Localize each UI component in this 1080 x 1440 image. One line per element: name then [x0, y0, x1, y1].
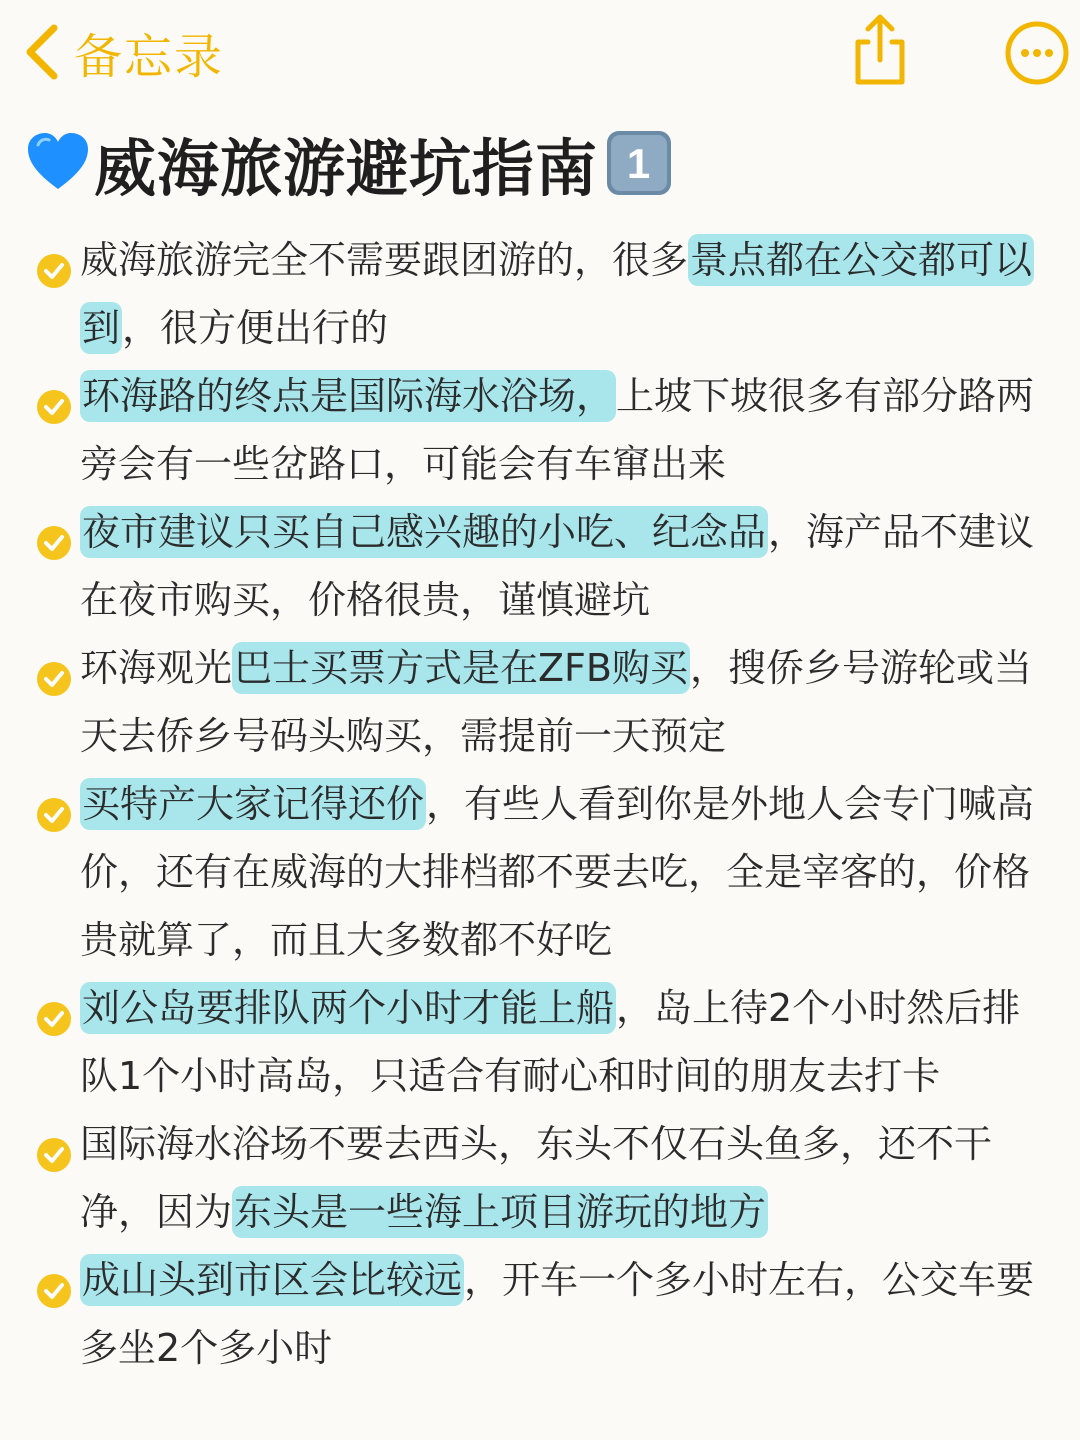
item-highlight: 成山头到市区会比较远: [80, 1254, 464, 1306]
item-text: ，搜侨乡号游轮或当天去侨乡号码头购买，需提前一天预定: [80, 646, 1032, 758]
note-title: 威海旅游避坑指南: [94, 131, 599, 205]
check-icon: [36, 650, 72, 686]
item-text: 上坡下坡很多有部分路两旁会有一些岔路口，可能会有车窜出来: [80, 374, 1035, 486]
item-highlight: 环海路的终点是国际海水浴场，: [80, 370, 616, 422]
item-text: 威海旅游完全不需要跟团游的，很多: [80, 238, 689, 282]
item-highlight: 刘公岛要排队两个小时才能上船: [80, 982, 616, 1034]
back-label: 备忘录: [74, 28, 225, 85]
check-icon: [36, 378, 72, 414]
keycap-number-badge: [606, 130, 672, 196]
check-icon: [36, 1262, 72, 1298]
item-text: ，海产品不建议在夜市购买，价格很贵，谨慎避坑: [80, 510, 1035, 622]
check-icon: [36, 1126, 72, 1162]
check-icon: [36, 242, 72, 278]
keycap-number: 1: [626, 140, 652, 187]
share-button[interactable]: [848, 12, 912, 88]
more-options-button[interactable]: [1004, 20, 1070, 86]
list-item: [36, 1110, 1050, 1246]
chevron-left-icon: [22, 22, 60, 82]
item-text: ，有些人看到你是外地人会专门喊高价，还有在威海的大排档都不要去吃，全是宰客的，价格贵就算了，而且大多数都不好吃: [80, 782, 1035, 962]
list-item: [36, 226, 1050, 362]
item-text: ，开车一个多小时左右，公交车要多坐2个多小时: [80, 1258, 1035, 1370]
item-text: 环海观光: [80, 646, 233, 690]
item-text: ，很方便出行的: [122, 306, 389, 350]
list-item: [36, 974, 1050, 1110]
more-icon: [1004, 20, 1070, 86]
list-item: [36, 634, 1050, 770]
list-item: [36, 1246, 1050, 1382]
note-body: [36, 226, 1050, 1382]
item-text: ，岛上待2个小时然后排队1个小时高岛，只适合有耐心和时间的朋友去打卡: [80, 986, 1021, 1098]
note-title-row: [26, 118, 672, 208]
item-highlight: 东头是一些海上项目游玩的地方: [232, 1186, 768, 1238]
check-icon: [36, 990, 72, 1026]
item-highlight: 买特产大家记得还价: [80, 778, 426, 830]
item-text: 国际海水浴场不要去西头，东头不仅石头鱼多，还不干净，因为: [80, 1122, 993, 1234]
check-icon: [36, 786, 72, 822]
share-icon: [848, 12, 912, 88]
list-item: [36, 362, 1050, 498]
item-highlight: 景点都在公交都可以到: [80, 234, 1034, 354]
navigation-bar: [0, 0, 1080, 104]
list-item: [36, 770, 1050, 974]
back-button[interactable]: [22, 18, 224, 86]
check-icon: [36, 514, 72, 550]
item-highlight: 巴士买票方式是在ZFB购买: [232, 642, 690, 694]
item-highlight: 夜市建议只买自己感兴趣的小吃、纪念品: [80, 506, 768, 558]
blue-heart-icon: [26, 131, 90, 195]
list-item: [36, 498, 1050, 634]
